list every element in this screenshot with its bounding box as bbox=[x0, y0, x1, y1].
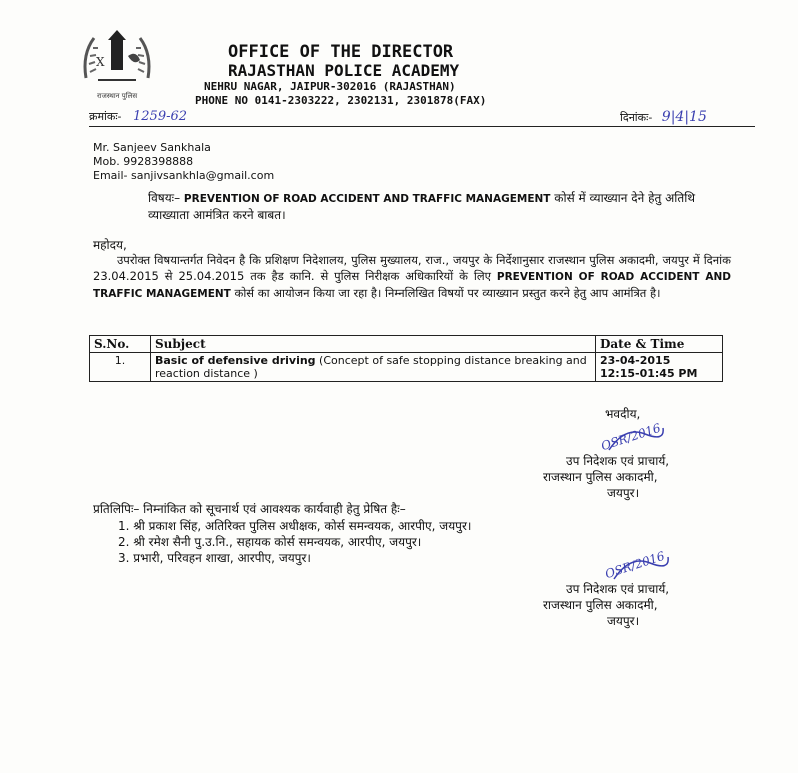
subject-course-name: PREVENTION OF ROAD ACCIDENT AND TRAFFIC MANAGEMENT bbox=[183, 193, 551, 205]
subject-text: कोर्स में व्याख्यान देने हेतु अतिथि व्याख्याता आमंत्रित करने बाबत। bbox=[148, 191, 696, 222]
police-emblem-logo bbox=[80, 26, 154, 100]
recipient-mobile: Mob. 9928398888 bbox=[93, 155, 194, 168]
copy-to-item-3: 3. प्रभारी, परिवहन शाखा, आरपीए, जयपुर। bbox=[118, 551, 311, 565]
letter-date bbox=[620, 109, 707, 125]
copy-to-item-1: 1. श्री प्रकाश सिंह, अतिरिक्त पुलिस अधीक्षक, कोर्स समन्वयक, आरपीए, जयपुर। bbox=[118, 519, 472, 533]
closing: भवदीय, bbox=[605, 407, 641, 421]
office-title: OFFICE OF THE DIRECTOR bbox=[228, 42, 454, 62]
row-datetime bbox=[596, 353, 723, 382]
lecture-schedule-table bbox=[89, 335, 723, 382]
emblem-caption: राजस्थान पुलिस bbox=[96, 92, 138, 100]
body-course-name: PREVENTION OF ROAD ACCIDENT AND TRAFFIC MANAGEMENT bbox=[93, 271, 731, 300]
body-text-2: कोर्स का आयोजन किया जा रहा है। निम्नलिखित विषयों पर व्याख्यान प्रस्तुत करने हेतु आप आमंत्रित है। bbox=[230, 286, 661, 300]
academy-phone: PHONE NO 0141-2303222, 2302131, 2301878(FAX) bbox=[195, 94, 487, 107]
row-date: 23-04-2015 bbox=[600, 354, 671, 367]
svg-text:X: X bbox=[96, 55, 105, 69]
signature-1: OSR/2016 bbox=[599, 420, 663, 454]
signatory-2-place: जयपुर। bbox=[607, 614, 640, 628]
table-header-row bbox=[90, 336, 723, 353]
academy-name: RAJASTHAN POLICE ACADEMY bbox=[228, 61, 460, 80]
row-subject-detail: (Concept of safe stopping distance breaking and reaction distance ) bbox=[155, 354, 587, 380]
date-value: 9|4|15 bbox=[661, 109, 707, 125]
recipient-name: Mr. Sanjeev Sankhala bbox=[93, 141, 211, 154]
signatory-1-title: उप निदेशक एवं प्राचार्य, bbox=[566, 454, 670, 468]
copy-to-item-2: 2. श्री रमेश सैनी पु.उ.नि., सहायक कोर्स समन्वयक, आरपीए, जयपुर। bbox=[118, 535, 422, 549]
copy-to-intro: प्रतिलिपिः– निम्नांकित को सूचनार्थ एवं आवश्यक कार्यवाही हेतु प्रेषित हैः– bbox=[93, 502, 406, 516]
letter-subject bbox=[148, 190, 730, 223]
row-time: 12:15-01:45 PM bbox=[600, 367, 698, 380]
table-row bbox=[90, 353, 723, 382]
signatory-2-office: राजस्थान पुलिस अकादमी, bbox=[543, 598, 658, 612]
reference-label: क्रमांकः- bbox=[89, 110, 122, 123]
signatory-1-place: जयपुर। bbox=[607, 486, 640, 500]
col-sno: S.No. bbox=[90, 336, 151, 353]
salutation: महोदय, bbox=[93, 238, 127, 252]
signatory-2-title: उप निदेशक एवं प्राचार्य, bbox=[566, 582, 670, 596]
reference-number bbox=[89, 109, 187, 124]
col-subject: Subject bbox=[151, 336, 596, 353]
row-subject bbox=[151, 353, 596, 382]
recipient-email: Email- sanjivsankhla@gmail.com bbox=[93, 169, 275, 182]
letter-body bbox=[93, 252, 731, 302]
subject-prefix: विषयः– bbox=[148, 191, 184, 205]
body-text-1: उपरोक्त विषयान्तर्गत निवेदन है कि प्रशिक्षण निदेशालय, पुलिस मुख्यालय, राज., जयपुर के निर्देशानुसार राजस्थान पुलिस अकादमी, जयपुर में दिनांक 23.04.2015 से 25.04.2015 तक हैड कानि. से पुलिस निरीक्षक अधिकारियों के लिए bbox=[93, 253, 731, 283]
signatory-1-office: राजस्थान पुलिस अकादमी, bbox=[543, 470, 658, 484]
academy-address: NEHRU NAGAR, JAIPUR-302016 (RAJASTHAN) bbox=[204, 80, 456, 93]
row-subject-title: Basic of defensive driving bbox=[155, 354, 316, 367]
col-datetime: Date & Time bbox=[596, 336, 723, 353]
row-sno: 1. bbox=[90, 353, 151, 382]
date-label: दिनांकः- bbox=[620, 111, 653, 124]
reference-value: 1259-62 bbox=[133, 109, 188, 124]
header-rule bbox=[89, 126, 755, 127]
signature-2: OSR/2016 bbox=[603, 548, 667, 582]
